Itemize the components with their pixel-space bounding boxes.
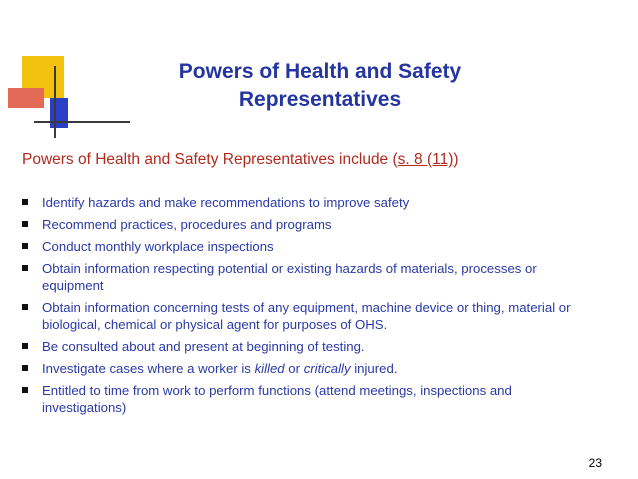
subheading-suffix: ) (453, 151, 459, 168)
bullet-icon (22, 343, 28, 349)
statute-link[interactable]: s. 8 (11) (397, 151, 454, 168)
red-square-decoration (8, 88, 44, 108)
bullet-icon (22, 243, 28, 249)
page-number: 23 (588, 456, 602, 470)
slide-title-line2: Representatives (238, 88, 402, 111)
list-item (22, 216, 592, 233)
bullet-icon (22, 221, 28, 227)
list-item-text-post: injured. (350, 361, 398, 376)
list-item-text: Be consulted about and present at beginning of testing. (42, 339, 365, 354)
bullet-icon (22, 304, 28, 310)
list-item (22, 299, 592, 333)
list-item-text: Identify hazards and make recommendations to improve safety (42, 195, 410, 210)
list-item-text-pre: Investigate cases where a worker is (42, 361, 255, 376)
list-item (22, 194, 592, 211)
emphasis-critically: critically (303, 361, 351, 376)
list-item (22, 360, 592, 377)
subheading-prefix: Powers of Health and Safety Representatives include ( (22, 151, 398, 168)
list-item (22, 338, 592, 355)
bullet-icon (22, 265, 28, 271)
list-item (22, 382, 592, 416)
list-item (22, 238, 592, 255)
horizontal-line-decoration (34, 121, 130, 123)
list-item-text-mid: or (284, 361, 304, 376)
vertical-line-decoration (54, 66, 56, 138)
list-item-text: Recommend practices, procedures and programs (42, 217, 332, 232)
bullet-icon (22, 365, 28, 371)
list-item-text: Obtain information concerning tests of any equipment, machine device or thing, material or biological, chemical or physical agent for purposes of OHS. (42, 300, 571, 332)
list-item-text: Conduct monthly workplace inspections (42, 239, 274, 254)
emphasis-killed: killed (254, 361, 285, 376)
subheading (22, 150, 622, 170)
bullet-icon (22, 387, 28, 393)
bullet-list (22, 194, 592, 421)
slide-title (120, 58, 520, 114)
list-item-text: Entitled to time from work to perform functions (attend meetings, inspections and investigations) (42, 383, 512, 415)
list-item (22, 260, 592, 294)
slide-title-line1: Powers of Health and Safety (178, 60, 462, 83)
blue-square-decoration (50, 98, 68, 128)
bullet-icon (22, 199, 28, 205)
list-item-text: Obtain information respecting potential or existing hazards of materials, processes or equipment (42, 261, 537, 293)
